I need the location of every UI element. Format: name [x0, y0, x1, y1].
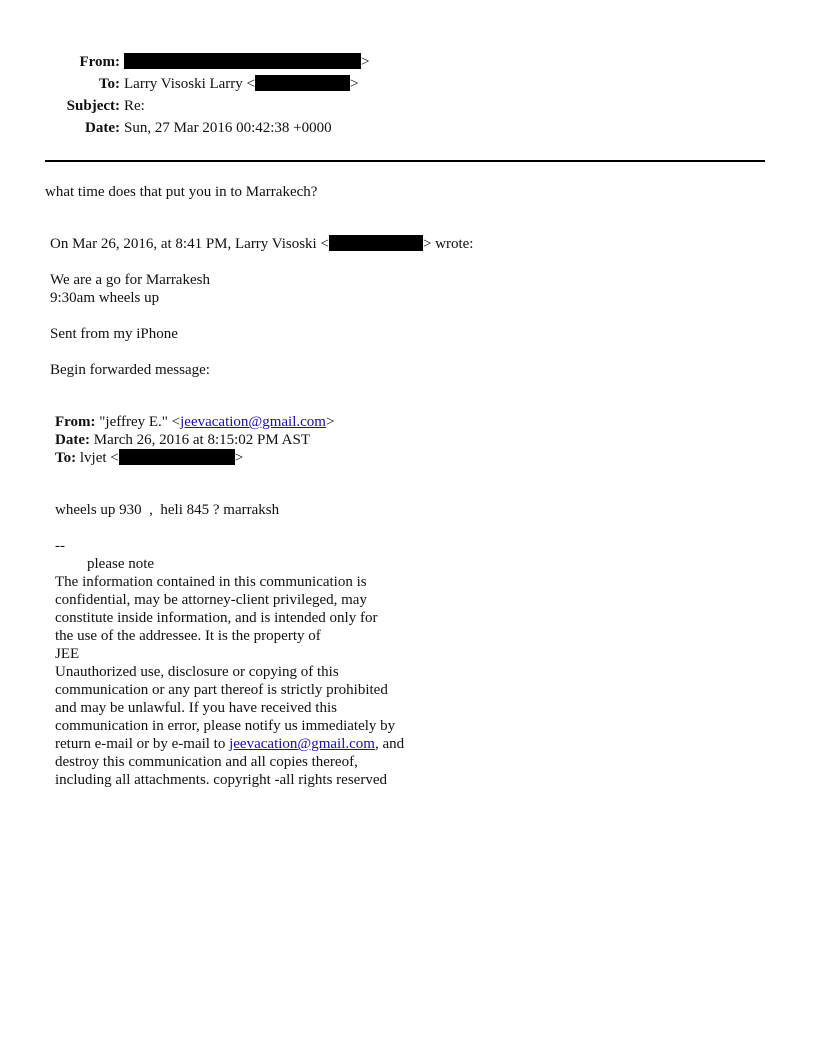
quote-line: We are a go for Marrakesh — [50, 272, 210, 288]
subject-label: Subject: — [66, 98, 120, 114]
disclaimer-email-line: return e-mail or by e-mail to jeevacation@gmail.com, and — [55, 736, 405, 752]
fwd-from-email-link[interactable]: jeevacation@gmail.com — [180, 414, 326, 430]
redacted-block — [119, 449, 235, 465]
disclaimer-line: constitute inside information, and is intended only for — [55, 610, 378, 626]
disclaimer-line: communication or any part thereof is strictly prohibited — [55, 682, 388, 698]
header-from-row — [0, 52, 816, 72]
disclaimer-line: JEE — [55, 646, 80, 662]
fwd-message: wheels up 930 , heli 845 ? marraksh — [55, 502, 280, 518]
quote-intro: On Mar 26, 2016, at 8:41 PM, Larry Visoski < > wrote: — [50, 236, 474, 252]
disclaimer-line: destroy this communication and all copies thereof, — [55, 754, 358, 770]
disclaimer-line: Unauthorized use, disclosure or copying of this — [55, 664, 339, 680]
header-subject-row — [0, 96, 816, 116]
header-to-row — [0, 74, 816, 94]
fwd-from-label: From: — [55, 414, 96, 430]
forward-label: Begin forwarded message: — [50, 362, 210, 378]
from-suffix: > — [361, 54, 370, 70]
disclaimer-line: communication in error, please notify us immediately by — [55, 718, 396, 734]
subject-value: Re: — [124, 98, 145, 114]
to-suffix: > — [350, 76, 359, 92]
disclaimer-line: and may be unlawful. If you have received this — [55, 700, 337, 716]
redacted-block — [124, 53, 361, 69]
signature: Sent from my iPhone — [50, 326, 178, 342]
fwd-date-label: Date: — [55, 432, 90, 448]
disclaimer-line: the use of the addressee. It is the property of — [55, 628, 321, 644]
please-note: please note — [87, 556, 155, 572]
date-value: Sun, 27 Mar 2016 00:42:38 +0000 — [124, 120, 332, 136]
header-divider — [45, 160, 765, 162]
to-prefix: Larry Visoski Larry < — [124, 76, 256, 92]
to-label: To: — [98, 76, 120, 92]
disclaimer-line: The information contained in this communication is — [55, 574, 367, 590]
fwd-date-row: Date: March 26, 2016 at 8:15:02 PM AST — [55, 432, 310, 448]
date-label: Date: — [85, 120, 120, 136]
disclaimer-email-link[interactable]: jeevacation@gmail.com — [229, 736, 375, 752]
fwd-to-row: To: lvjet < > — [55, 450, 244, 466]
reply-text: what time does that put you in to Marrakech? — [45, 184, 318, 200]
disclaimer-line: including all attachments. copyright -all rights reserved — [55, 772, 387, 788]
redacted-block — [255, 75, 350, 91]
header-date-row — [0, 118, 816, 138]
quote-line: 9:30am wheels up — [50, 290, 160, 306]
fwd-from-row: From: "jeffrey E." <jeevacation@gmail.com> — [55, 414, 335, 430]
fwd-to-label: To: — [55, 450, 77, 466]
disclaimer-line: confidential, may be attorney-client privileged, may — [55, 592, 367, 608]
sig-dash: -- — [55, 538, 65, 554]
redacted-block — [329, 235, 423, 251]
from-label: From: — [79, 54, 120, 70]
